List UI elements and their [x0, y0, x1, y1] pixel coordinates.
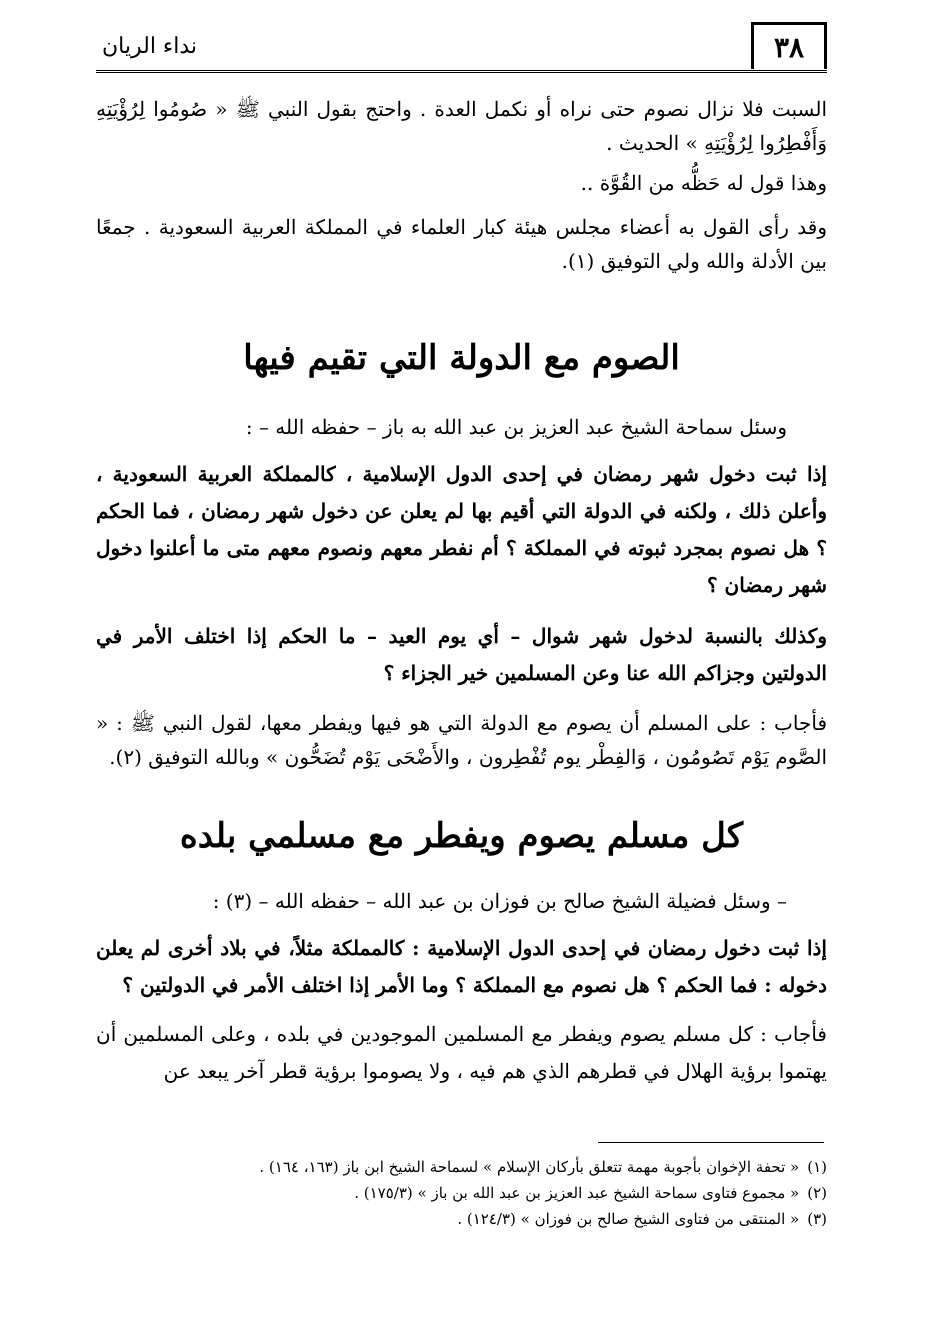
intro-block [96, 92, 827, 278]
intro-paragraph-3: وقد رأى القول به أعضاء مجلس هيئة كبار العلماء في المملكة العربية السعودية . جمعًا بين الأدلة والله ولي التوفيق (١). [96, 215, 827, 273]
section-heading-2: كل مسلم يصوم ويفطر مع مسلمي بلده [179, 816, 744, 856]
asker-line-1: وسئل سماحة الشيخ عبد العزيز بن عبد الله به باز – حفظه الله – : [245, 415, 787, 439]
answer-1: فأجاب : على المسلم أن يصوم مع الدولة التي هو فيها ويفطر معها، لقول النبي ﷺ : « الصَّوم يَوْم تَصُومُون ، وَالفِطْر يوم تُفْطِرون ، والأَضْحَى يَوْم تُضَحُّون » وبالله التوفيق (٢). [96, 711, 827, 769]
question-1-paragraph-2: وكذلك بالنسبة لدخول شهر شوال – أي يوم العيد – ما الحكم إذا اختلف الأمر في الدولتين وجزاكم الله عنا وعن المسلمين خير الجزاء ؟ [96, 624, 827, 685]
page-header [96, 22, 827, 74]
running-title: نداء الريان [102, 34, 198, 59]
footnote-rule [598, 1142, 824, 1143]
question-1-paragraph-1: إذا ثبت دخول شهر رمضان في إحدى الدول الإسلامية ، كالمملكة العربية السعودية ، وأعلن ذلك ، ولكنه في الدولة التي أقيم بها لم يعلن عن دخول شهر رمضان ، فما الحكم ؟ هل نصوم بمجرد ثبوته في المملكة ؟ أم نفطر معهم ونصوم معهم متى ما أعلنوا دخول شهر رمضان ؟ [96, 462, 827, 597]
page-number: ٣٨ [751, 22, 827, 69]
footnote-3: (٣)« المنتقى من فتاوى الشيخ صالح بن فوزان » (١٢٤/٣) . [457, 1210, 827, 1228]
footnotes [96, 1154, 827, 1232]
footnote-2: (٢)« مجموع فتاوى سماحة الشيخ عبد العزيز بن عبد الله بن باز » (١٧٥/٣) . [354, 1184, 827, 1202]
question-2: إذا ثبت دخول رمضان في إحدى الدول الإسلامية : كالمملكة مثلاً، في بلاد أخرى لم يعلن دخوله : فما الحكم ؟ هل نصوم مع المملكة ؟ وما الأمر إذا اختلف الأمر في الدولتين ؟ [96, 936, 827, 997]
asker-line-2: – وسئل فضيلة الشيخ صالح بن فوزان بن عبد الله – حفظه الله – (٣) : [212, 889, 787, 913]
header-rule [96, 70, 827, 73]
section-1-body [96, 410, 827, 774]
section-heading-1: الصوم مع الدولة التي تقيم فيها [243, 338, 680, 378]
intro-paragraph-1: السبت فلا نزال نصوم حتى نراه أو نكمل العدة . واحتج بقول النبي ﷺ « صُومُوا لِرُؤْيَتِهِ وَأَفْطِرُوا لِرُؤْيَتِهِ » الحديث . [96, 97, 827, 155]
section-2-body [96, 884, 827, 1090]
footnote-1: (١)« تحفة الإخوان بأجوبة مهمة تتعلق بأركان الإسلام » لسماحة الشيخ ابن باز (١٦٣، ١٦٤) . [259, 1158, 827, 1176]
intro-paragraph-2: وهذا قول له حَظُّه من القُوَّة .. [580, 171, 827, 195]
answer-2: فأجاب : كل مسلم يصوم ويفطر مع المسلمين الموجودين في بلده ، وعلى المسلمين أن يهتموا برؤية الهلال في قطرهم الذي هم فيه ، ولا يصوموا برؤية قطر آخر يبعد عن [96, 1022, 827, 1083]
